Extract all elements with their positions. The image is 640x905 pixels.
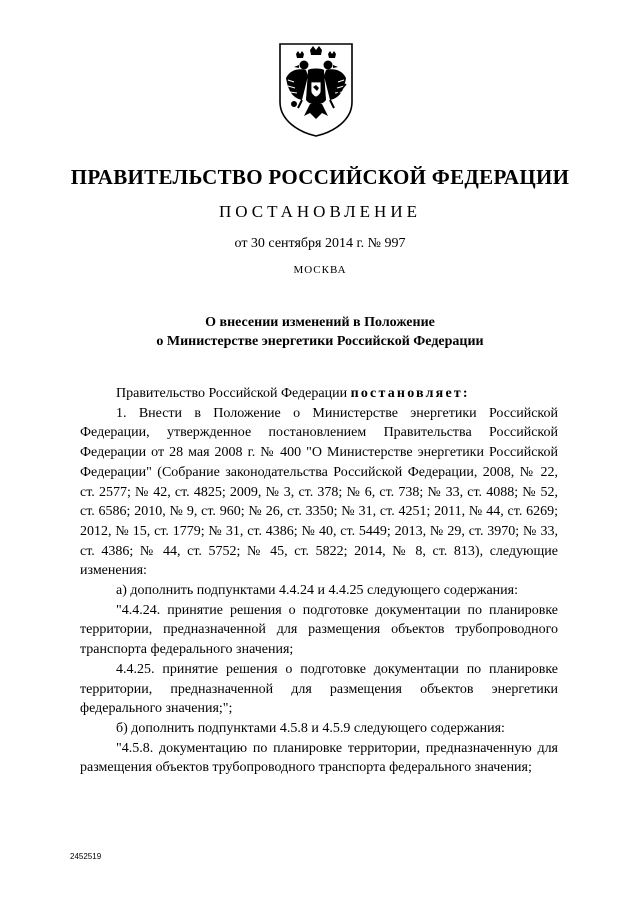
government-title: ПРАВИТЕЛЬСТВО РОССИЙСКОЙ ФЕДЕРАЦИИ <box>70 165 570 189</box>
item-4-4-24: "4.4.24. принятие решения о подготовке документации по планировке территории, предназначенной для размещения объектов трубопроводного транспорта федерального значения; <box>80 602 558 658</box>
item-4-5-8: "4.5.8. документацию по планировке территории, предназначенную для размещения объектов трубопроводного транспорта федерального значения; <box>80 740 558 776</box>
preamble <box>80 384 558 404</box>
document-city: МОСКВА <box>293 264 347 276</box>
item-1: 1. Внести в Положение о Министерстве энергетики Российской Федерации, утвержденное постановлением Правительства Российской Федерации от 28 мая 2008 г. № 400 "О Министерстве энергетики Российской Федерации" (Собрание законодательства Российской Федерации, 2008, № 22, ст. 2577; № 42, ст. 4825; 2009, № 3, ст. 378; № 6, ст. 738; № 33, ст. 4088; № 52, ст. 6586; 2010, № 9, ст. 960; № 26, ст. 3350; № 31, ст. 4251; 2011, № 44, ст. 6269; 2012, № 15, ст. 1779; № 31, ст. 4386; № 40, ст. 5449; 2013, № 29, ст. 3970; № 33, ст. 4386; № 44, ст. 5752; № 45, ст. 5822; 2014, № 8, ст. 813), следующие изменения: <box>80 405 558 579</box>
document-subject <box>0 313 640 351</box>
russian-coat-of-arms-icon <box>276 40 356 138</box>
document-date-number: от 30 сентября 2014 г. № 997 <box>234 236 406 251</box>
document-type: ПОСТАНОВЛЕНИЕ <box>218 202 421 221</box>
preamble-emphasis: постановляет: <box>350 386 470 401</box>
item-a: а) дополнить подпунктами 4.4.24 и 4.4.25 следующего содержания: <box>116 583 518 599</box>
preamble-text: Правительство Российской Федерации <box>116 386 351 401</box>
subject-line-2: о Министерстве энергетики Российской Федерации <box>156 334 484 349</box>
subject-line-1: О внесении изменений в Положение <box>205 315 435 330</box>
document-body <box>80 384 558 778</box>
item-b: б) дополнить подпунктами 4.5.8 и 4.5.9 следующего содержания: <box>116 720 505 736</box>
document-code: 2452519 <box>70 852 102 861</box>
item-4-4-25: 4.4.25. принятие решения о подготовке документации по планировке территории, предназначенной для размещения объектов энергетики федерального значения;"; <box>80 661 558 717</box>
